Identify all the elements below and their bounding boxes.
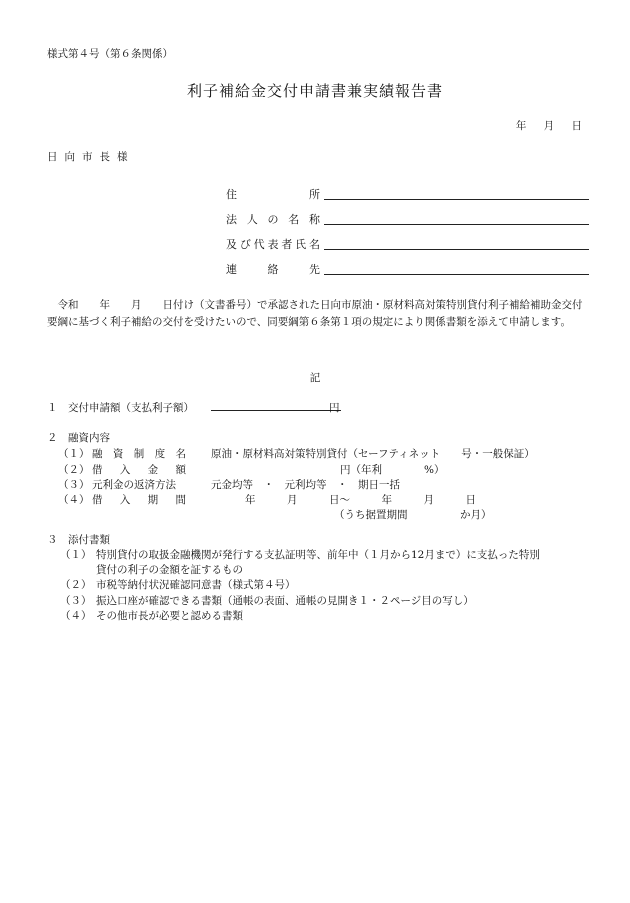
field-line-representative[interactable]: [324, 249, 589, 250]
field-line-company-name[interactable]: [324, 224, 589, 225]
attachment-text-cont: 貸付の利子の金額を証するもの: [96, 564, 243, 576]
date-month: 月: [543, 120, 555, 132]
row-number: （１）: [58, 448, 90, 460]
section2-heading: ２ 融資内容: [47, 432, 110, 444]
date-day: 日: [571, 120, 582, 132]
section1-heading: １ 交付申請額（支払利子額）: [47, 402, 194, 414]
section3-heading: ３ 添付書類: [47, 534, 110, 546]
loan-row-label: 融資制度名: [92, 448, 186, 460]
amount-unit: 円: [329, 402, 340, 414]
ki-heading: 記: [309, 372, 321, 384]
document-title: 利子補給金交付申請書兼実績報告書: [186, 82, 443, 100]
attachment-text: 特別貸付の取扱金融機関が発行する支払証明等、前年中（１月から12月まで）に支払った特別: [96, 549, 540, 561]
attachment-number: （２）: [60, 579, 92, 591]
field-label-address: 住所: [226, 188, 320, 201]
attachment-text: その他市長が必要と認める書類: [96, 610, 243, 622]
row-number: （４）: [58, 494, 90, 506]
loan-row-label: 元利金の返済方法: [92, 479, 176, 491]
attachment-text: 市税等納付状況確認同意書（様式第４号）: [96, 579, 296, 591]
addressee: 日向市長様: [47, 151, 135, 163]
loan-row-value: 円（年利 %）: [340, 464, 445, 476]
field-line-address[interactable]: [324, 199, 589, 200]
form-number: 様式第４号（第６条関係）: [47, 48, 173, 60]
attachment-number: （３）: [60, 595, 92, 607]
date-line: [516, 118, 582, 133]
loan-row-value: 原油・原材料高対策特別貸付（セーフティネット 号・一般保証）: [211, 448, 535, 460]
loan-row-value: 年 月 日～ 年 月 日: [245, 494, 476, 506]
loan-row: [58, 446, 90, 461]
row-number: （２）: [58, 464, 90, 476]
field-label-representative: 及び代表者氏名: [226, 238, 320, 251]
field-line-contact[interactable]: [324, 274, 589, 275]
loan-row-value: 元金均等 ・ 元利均等 ・ 期日一括: [211, 479, 400, 491]
loan-row: [58, 492, 90, 507]
loan-row: [58, 477, 90, 492]
loan-row-label: 借入金額: [92, 464, 186, 476]
date-year: 年: [515, 120, 527, 132]
attachment-number: （１）: [60, 549, 92, 561]
row-number: （３）: [58, 479, 90, 491]
loan-row-label: 借入期間: [92, 494, 186, 506]
field-label-contact: 連絡先: [226, 263, 320, 276]
attachment-text: 振込口座が確認できる書類（通帳の表面、通帳の見開き１・２ページ目の写し）: [96, 595, 474, 607]
attachment-number: （４）: [60, 610, 92, 622]
field-label-company-name: 法人の名称: [226, 213, 320, 226]
grace-period: （うち据置期間 か月）: [334, 509, 492, 521]
loan-row: [58, 462, 90, 477]
amount-input-line[interactable]: [211, 410, 341, 411]
application-paragraph: 令和 年 月 日付け（文書番号）で承認された日向市原油・原材料高対策特別貸付利子補給補助金交付要綱に基づく利子補給の交付を受けたいので、同要綱第６条第１項の規定により関係書類を添えて申請します。: [47, 299, 583, 328]
